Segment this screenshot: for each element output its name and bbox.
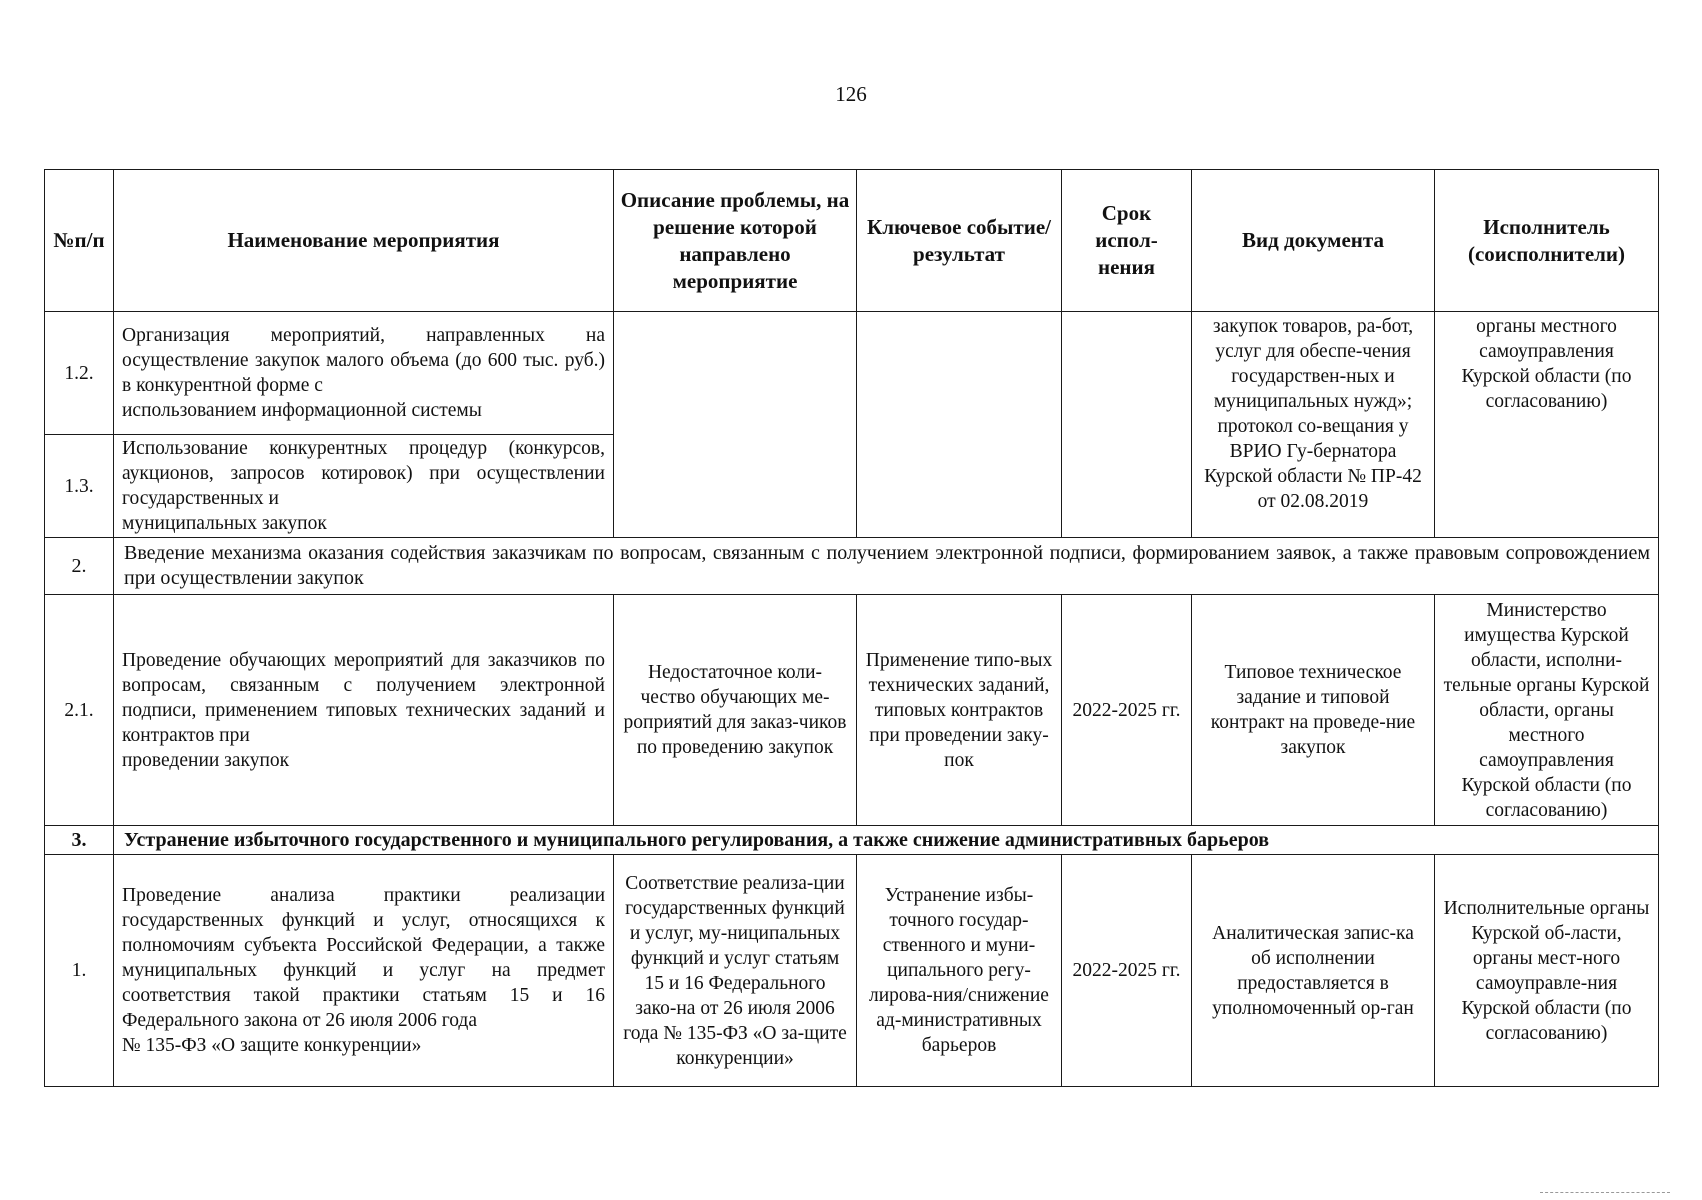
row-name xyxy=(114,312,614,435)
table-row xyxy=(45,855,1659,1087)
section-title: Устранение избыточного государственного и муниципального регулирования, а также снижение административных барьеров xyxy=(114,826,1659,855)
measures-table xyxy=(44,169,1659,1087)
table-row xyxy=(45,312,1659,435)
row-num: 1.3. xyxy=(45,435,114,538)
row-name xyxy=(114,595,614,826)
row-event: Устранение избы-точного государ-ственного и муни-ципального регу-лирова-ния/снижение ад-министративных барьеров xyxy=(857,855,1062,1087)
row-executor: Исполнительные органы Курской об-ласти, органы мест-ного самоуправле-ния Курской области (по согласованию) xyxy=(1435,855,1659,1087)
page-number: 126 xyxy=(835,82,867,106)
row-doc: Аналитическая запис-ка об исполнении предоставляется в уполномоченный ор-ган xyxy=(1192,855,1435,1087)
section-num: 3. xyxy=(45,826,114,855)
row-term-empty xyxy=(1062,312,1192,538)
header-num: №п/п xyxy=(45,170,114,312)
section-row xyxy=(45,538,1659,595)
row-name-text: Организация мероприятий, направленных на осуществление закупок малого объема (до 600 тыс. руб.) в конкурентной форме с xyxy=(122,325,605,396)
header-name: Наименование мероприятия xyxy=(114,170,614,312)
row-problem: Недостаточное коли-чество обучающих ме-роприятий для заказ-чиков по проведению закупок xyxy=(614,595,857,826)
row-doc: Типовое техническое задание и типовой контракт на проведе-ние закупок xyxy=(1192,595,1435,826)
section-row xyxy=(45,826,1659,855)
row-num: 1.2. xyxy=(45,312,114,435)
row-name-text: Проведение обучающих мероприятий для заказчиков по вопросам, связанным с получением электронной подписи, применением типовых технических заданий и контрактов при xyxy=(122,649,605,746)
row-event-empty xyxy=(857,312,1062,538)
section-num: 2. xyxy=(45,538,114,595)
row-name-last: муниципальных закупок xyxy=(122,513,327,534)
row-doc: закупок товаров, ра-бот, услуг для обеспе-чения государствен-ных и муниципальных нужд»; протокол со-вещания у ВРИО Гу-бернатора Курской области № ПР-42 от 02.08.2019 xyxy=(1192,312,1435,538)
row-name-text: Проведение анализа практики реализации государственных функций и услуг, относящихся к полномочиям субъекта Российской Федерации, а также муниципальных функций и услуг на предмет соответствия такой практики статьям 15 и 16 Федерального закона от 26 июля 2006 года xyxy=(122,885,605,1031)
row-problem: Соответствие реализа-ции государственных функций и услуг, му-ниципальных функций и услуг статьям 15 и 16 Федерального зако-на от 26 июля 2006 года № 135-ФЗ «О за-щите конкуренции» xyxy=(614,855,857,1087)
row-num: 2.1. xyxy=(45,595,114,826)
row-event: Применение типо-вых технических заданий, типовых контрактов при проведении заку-пок xyxy=(857,595,1062,826)
row-name-text: Использование конкурентных процедур (конкурсов, аукционов, запросов котировок) при осуществлении государственных и xyxy=(122,438,605,509)
row-name-last: проведении закупок xyxy=(122,749,290,771)
section-title: Введение механизма оказания содействия заказчикам по вопросам, связанным с получением электронной подписи, формированием заявок, а также правовым сопровождением при осуществлении закупок xyxy=(114,538,1659,595)
row-problem-empty xyxy=(614,312,857,538)
table-header-row xyxy=(45,170,1659,312)
header-event: Ключевое событие/ результат xyxy=(857,170,1062,312)
row-executor: органы местного самоуправления Курской области (по согласованию) xyxy=(1435,312,1659,538)
row-num: 1. xyxy=(45,855,114,1087)
scan-artifact-line xyxy=(1540,1192,1670,1196)
row-name xyxy=(114,435,614,538)
header-term: Срок испол-нения xyxy=(1062,170,1192,312)
row-term: 2022-2025 гг. xyxy=(1062,855,1192,1087)
row-executor: Министерство имущества Курской области, исполни-тельные органы Курской области, органы местного самоуправления Курской области (по согласованию) xyxy=(1435,595,1659,826)
header-executor: Исполнитель (соисполнители) xyxy=(1435,170,1659,312)
header-problem: Описание проблемы, на решение которой направлено мероприятие xyxy=(614,170,857,312)
row-term: 2022-2025 гг. xyxy=(1062,595,1192,826)
row-name-last: № 135-ФЗ «О защите конкуренции» xyxy=(122,1035,422,1056)
row-name xyxy=(114,855,614,1087)
table-row xyxy=(45,595,1659,826)
header-doc: Вид документа xyxy=(1192,170,1435,312)
row-name-last: использованием информационной системы xyxy=(122,400,482,421)
